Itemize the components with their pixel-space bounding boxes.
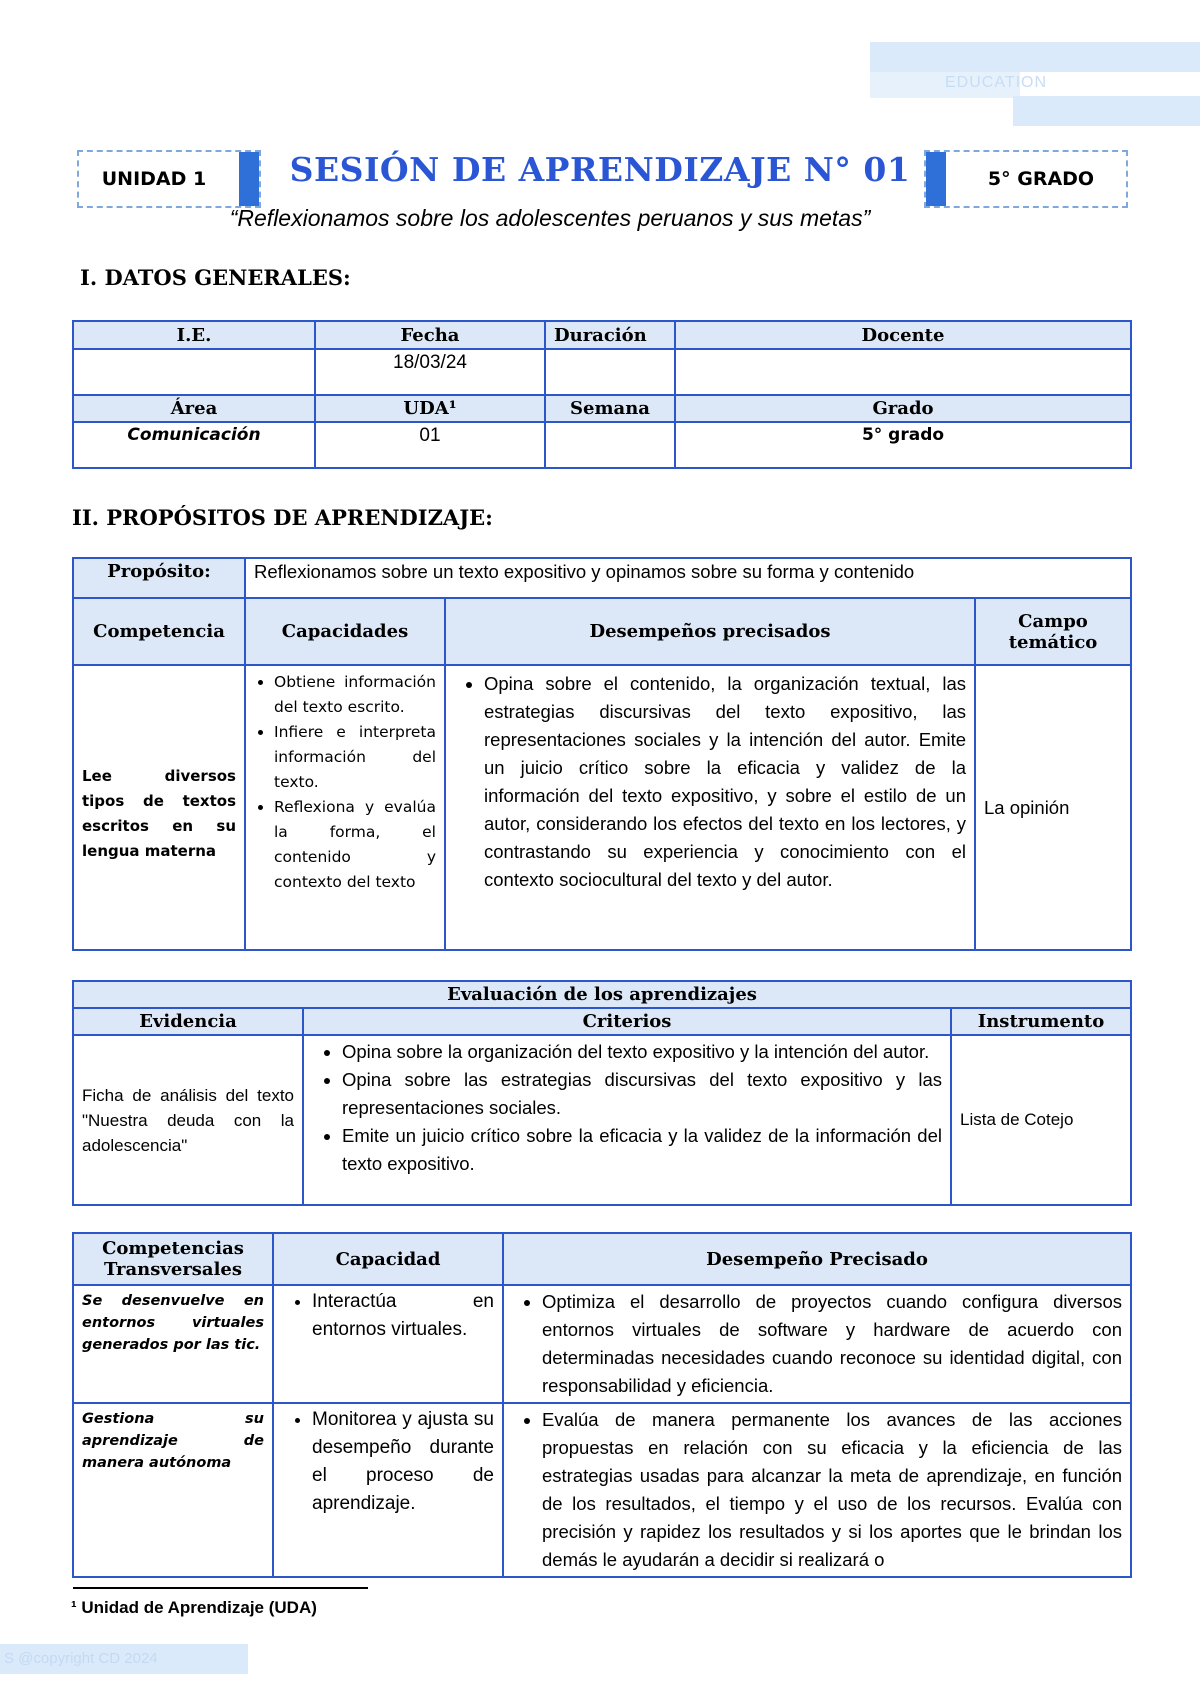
page-subtitle: “Reflexionamos sobre los adolescentes peruanos y sus metas”: [229, 205, 871, 231]
evaluacion-table: [72, 980, 1132, 1206]
propositos-table: [72, 557, 1132, 951]
header-desempeno-precisado: Desempeño Precisado: [503, 1233, 1131, 1285]
copyright-text: S @copyright CD 2024: [0, 1644, 248, 1674]
header-ie: I.E.: [73, 321, 315, 349]
cell-duracion: [545, 349, 675, 395]
list-item: • Obtiene información del texto escrito.: [274, 670, 436, 720]
cell-desempeno: [503, 1285, 1131, 1403]
cell-evidencia: Ficha de análisis del texto "Nuestra deuda con la adolescencia": [73, 1035, 303, 1205]
cell-semana: [545, 422, 675, 468]
cell-docente: [675, 349, 1131, 395]
header-semana: Semana: [545, 395, 675, 422]
table-row: [73, 422, 1131, 468]
list-item: • Infiere e interpreta información del texto.: [274, 720, 436, 795]
cell-criterios: [303, 1035, 951, 1205]
header-capacidad: Capacidad: [273, 1233, 503, 1285]
evaluation-title: Evaluación de los aprendizajes: [73, 981, 1131, 1008]
header-competencias-transversales: Competencias Transversales: [73, 1233, 273, 1285]
cell-capacidad: [273, 1403, 503, 1577]
header-docente: Docente: [675, 321, 1131, 349]
header-grado: Grado: [675, 395, 1131, 422]
cell-instrumento: Lista de Cotejo: [951, 1035, 1131, 1205]
section-heading-datos: I. DATOS GENERALES:: [80, 265, 351, 290]
table-header-row: [73, 321, 1131, 349]
list-item: • Monitorea y ajusta su desempeño durante el proceso de aprendizaje.: [312, 1406, 494, 1518]
list-item: • Interactúa en entornos virtuales.: [312, 1288, 494, 1344]
purpose-text: Reflexionamos sobre un texto expositivo y opinamos sobre su forma y contenido: [245, 558, 1131, 598]
table-header-row: [73, 598, 1131, 665]
list-item: • Opina sobre la organización del texto expositivo y la intención del autor.: [342, 1038, 942, 1066]
grade-tag: [924, 150, 1128, 208]
header-competencia: Competencia: [73, 598, 245, 665]
list-item: • Opina sobre el contenido, la organización textual, las estrategias discursivas del texto expositivo, las representaciones sociales y la intención del autor. Emite un juicio crítico sobre la eficacia y validez de la información del texto expositivo, y sobre el estilo de un autor, considerando los efectos del texto en los lectores, y contrastando su experiencia y conocimiento con el contexto sociocultural del texto y del autor.: [484, 670, 966, 894]
list-item: • Opina sobre las estrategias discursivas del texto expositivo y las representaciones sociales.: [342, 1066, 942, 1122]
list-item: • Reflexiona y evalúa la forma, el contenido y contexto del texto: [274, 795, 436, 895]
list-item: • Evalúa de manera permanente los avances de las acciones propuestas en relación con su eficacia y la eficiencia de las estrategias usadas para alcanzar la meta de aprendizaje, en función de los resultados, el tiempo y el uso de los recursos. Evalúa con precisión y rapidez los resultados y si los aportes que le brindan los demás le ayudarán a decidir si realizará o: [542, 1406, 1122, 1574]
page-title: SESIÓN DE APRENDIZAJE N° 01: [289, 150, 911, 189]
list-item: • Optimiza el desarrollo de proyectos cuando configura diversos entornos virtuales de software y hardware de acuerdo con determinadas necesidades cuando reconoce su identidad digital, con responsabilidad y eficiencia.: [542, 1288, 1122, 1400]
table-header-row: [73, 1233, 1131, 1285]
header-duracion: Duración: [545, 321, 675, 349]
cell-ie: [73, 349, 315, 395]
list-item: • Emite un juicio crítico sobre la eficacia y la validez de la información del texto expositivo.: [342, 1122, 942, 1178]
table-title-row: [73, 981, 1131, 1008]
banner-text: EDUCATION: [945, 74, 1048, 91]
header-criterios: Criterios: [303, 1008, 951, 1035]
cell-desempeno: [503, 1403, 1131, 1577]
cell-capacidades: [245, 665, 445, 950]
purpose-label: Propósito:: [73, 558, 245, 598]
datos-generales-table: [72, 320, 1132, 469]
banner-decoration: [870, 42, 1200, 72]
header-evidencia: Evidencia: [73, 1008, 303, 1035]
header-area: Área: [73, 395, 315, 422]
tag-accent: [926, 152, 946, 206]
cell-fecha: 18/03/24: [315, 349, 545, 395]
cell-area: Comunicación: [73, 422, 315, 468]
cell-competencia: Gestiona su aprendizaje de manera autónoma: [73, 1403, 273, 1577]
table-row: [73, 1285, 1131, 1403]
header-campo: Campo temático: [975, 598, 1131, 665]
header-uda: UDA¹: [315, 395, 545, 422]
unit-tag: [77, 150, 261, 208]
cell-grado: 5° grado: [675, 422, 1131, 468]
table-row: [73, 1403, 1131, 1577]
cell-competencia: Se desenvuelve en entornos virtuales generados por las tic.: [73, 1285, 273, 1403]
table-row: [73, 349, 1131, 395]
table-header-row: [73, 1008, 1131, 1035]
header-capacidades: Capacidades: [245, 598, 445, 665]
cell-desempeno: [445, 665, 975, 950]
header-fecha: Fecha: [315, 321, 545, 349]
transversales-table: [72, 1232, 1132, 1578]
cell-uda: 01: [315, 422, 545, 468]
unit-label: UNIDAD 1: [101, 168, 207, 190]
footnote: ¹ Unidad de Aprendizaje (UDA): [71, 1598, 317, 1617]
purpose-row: [73, 558, 1131, 598]
table-header-row: [73, 395, 1131, 422]
header-instrumento: Instrumento: [951, 1008, 1131, 1035]
header-desempenos: Desempeños precisados: [445, 598, 975, 665]
tag-accent: [239, 152, 259, 206]
grade-label: 5° GRADO: [987, 168, 1095, 190]
section-heading-propositos: II. PROPÓSITOS DE APRENDIZAJE:: [72, 505, 493, 530]
cell-capacidad: [273, 1285, 503, 1403]
cell-campo: La opinión: [975, 665, 1131, 950]
banner-decoration: [1013, 96, 1200, 126]
footnote-divider: [73, 1587, 368, 1589]
cell-competencia: Lee diversos tipos de textos escritos en su lengua materna: [73, 665, 245, 950]
table-row: [73, 1035, 1131, 1205]
table-row: [73, 665, 1131, 950]
